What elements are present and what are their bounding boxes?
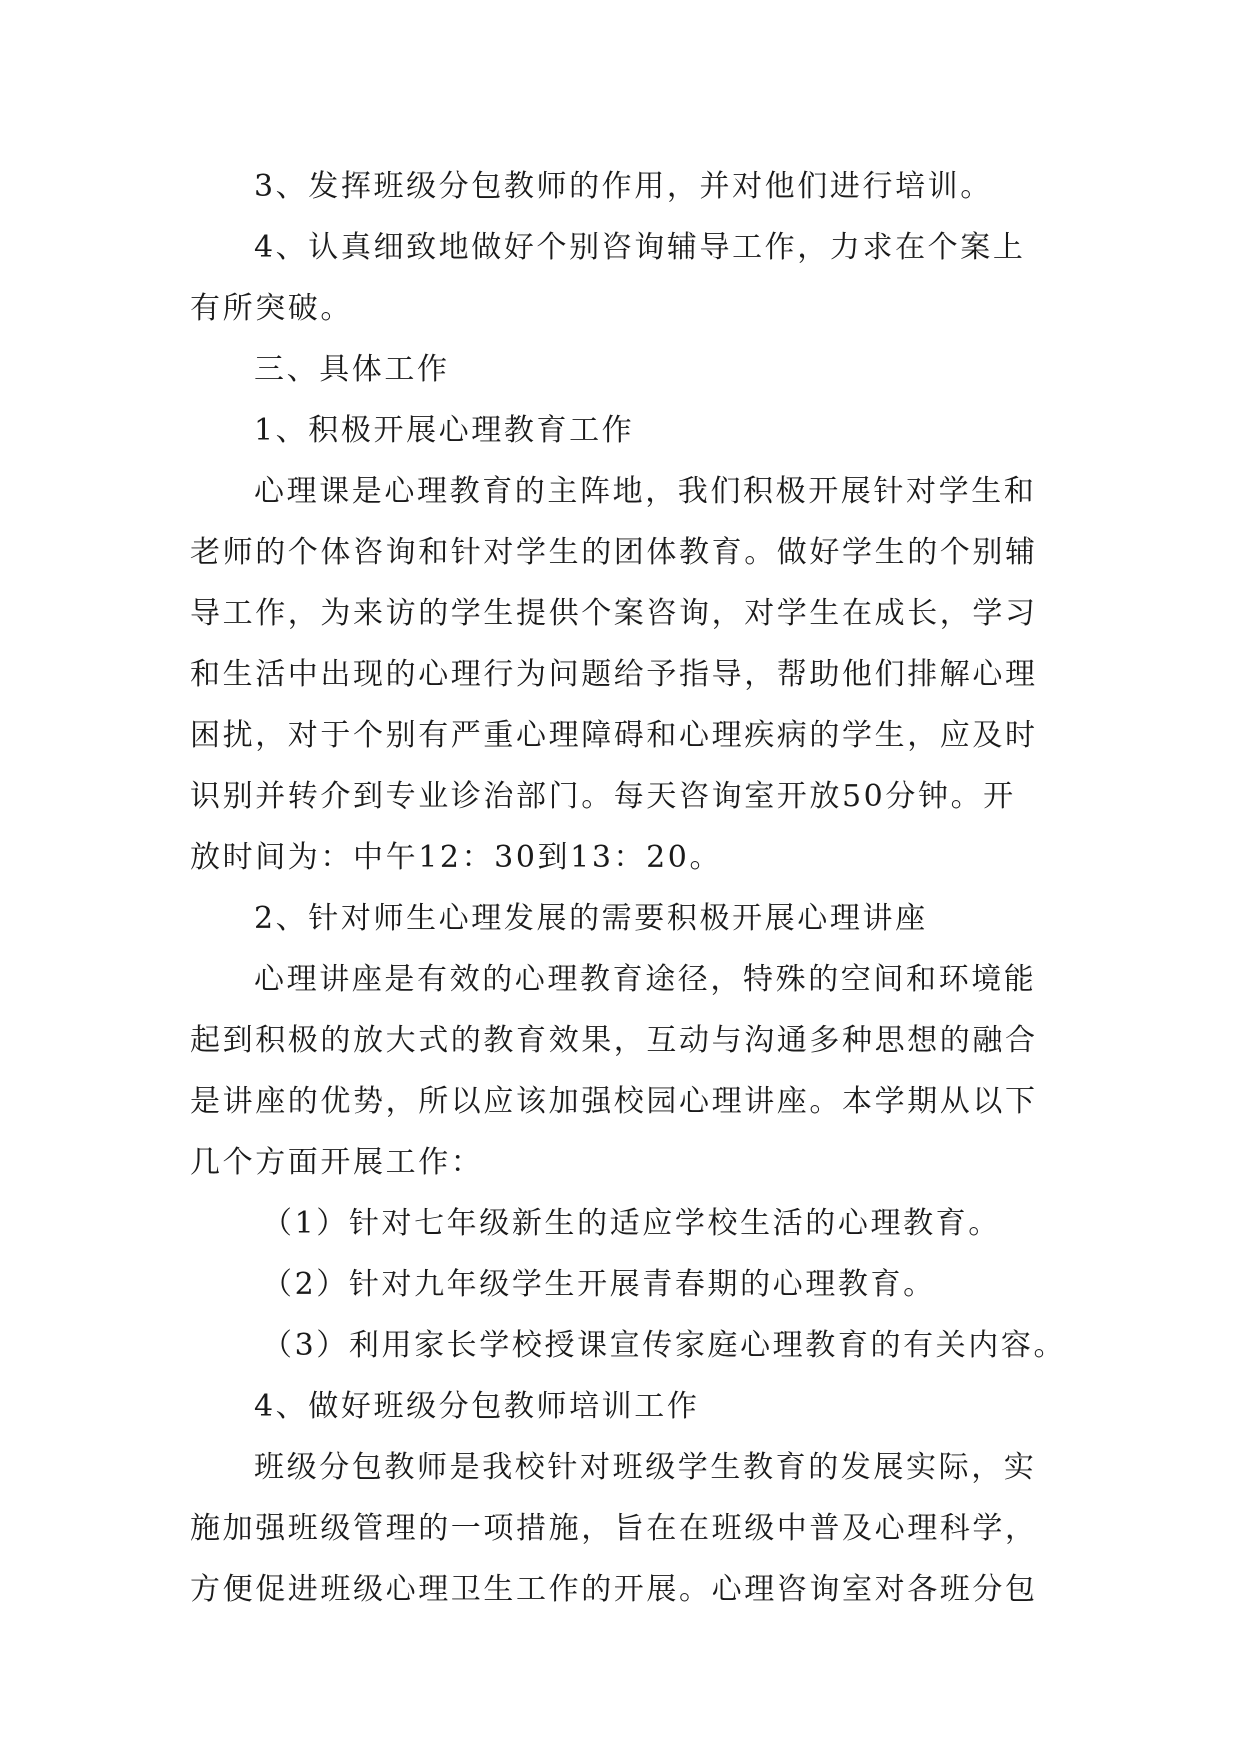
paragraph-line: 3、发挥班级分包教师的作用，并对他们进行培训。: [254, 169, 993, 204]
paragraph-line: 识别并转介到专业诊治部门。每天咨询室开放50分钟。开: [190, 779, 1016, 814]
paragraph-line: 导工作，为来访的学生提供个案咨询，对学生在成长，学习: [190, 596, 1038, 631]
paragraph-line: 老师的个体咨询和针对学生的团体教育。做好学生的个别辅: [190, 535, 1038, 570]
paragraph-line: 起到积极的放大式的教育效果，互动与沟通多种思想的融合: [190, 1023, 1038, 1058]
paragraph-line: 方便促进班级心理卫生工作的开展。心理咨询室对各班分包: [190, 1572, 1038, 1607]
paragraph-line: 心理课是心理教育的主阵地，我们积极开展针对学生和: [254, 474, 1037, 509]
paragraph-line: 和生活中出现的心理行为问题给予指导，帮助他们排解心理: [190, 657, 1038, 692]
subsection-heading: 1、积极开展心理教育工作: [254, 413, 635, 448]
subsection-heading: 2、针对师生心理发展的需要积极开展心理讲座: [254, 901, 928, 936]
paragraph-line: 是讲座的优势，所以应该加强校园心理讲座。本学期从以下: [190, 1084, 1038, 1119]
list-item: （2）针对九年级学生开展青春期的心理教育。: [262, 1267, 936, 1302]
subsection-heading: 4、做好班级分包教师培训工作: [254, 1389, 700, 1424]
document-body: [190, 156, 1067, 1620]
section-heading: 三、具体工作: [254, 352, 450, 387]
paragraph-line: 4、认真细致地做好个别咨询辅导工作，力求在个案上: [254, 230, 1026, 265]
paragraph-line: 几个方面开展工作：: [190, 1145, 484, 1180]
list-item: （1）针对七年级新生的适应学校生活的心理教育。: [262, 1206, 1001, 1241]
paragraph-line: 施加强班级管理的一项措施，旨在在班级中普及心理科学，: [190, 1511, 1038, 1546]
paragraph-line: 心理讲座是有效的心理教育途径，特殊的空间和环境能: [254, 962, 1037, 997]
paragraph-line: 困扰，对于个别有严重心理障碍和心理疾病的学生，应及时: [190, 718, 1038, 753]
paragraph-line: 班级分包教师是我校针对班级学生教育的发展实际，实: [254, 1450, 1037, 1485]
paragraph-line: 有所突破。: [190, 291, 353, 326]
paragraph-line: 放时间为：中午12：30到13：20。: [190, 840, 723, 875]
list-item: （3）利用家长学校授课宣传家庭心理教育的有关内容。: [262, 1328, 1067, 1363]
